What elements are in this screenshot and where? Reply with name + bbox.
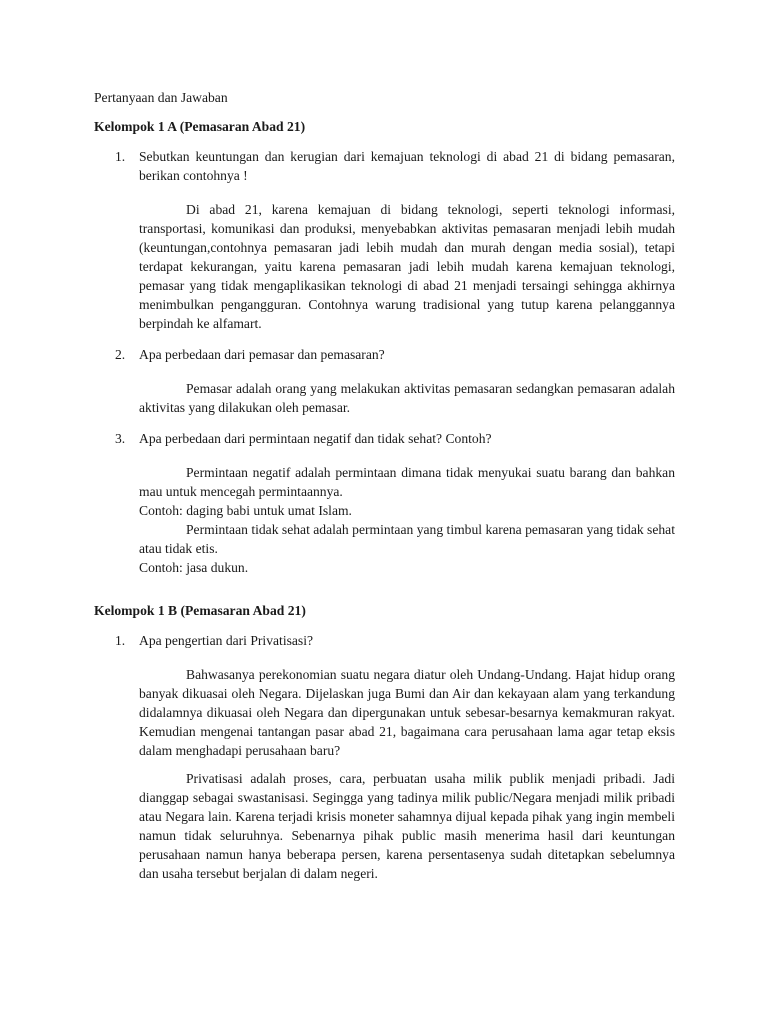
- question-item: [94, 631, 675, 883]
- answer-paragraph: Di abad 21, karena kemajuan di bidang teknologi, seperti teknologi informasi, transportasi, komunikasi dan produksi, menyebabkan aktivitas pemasaran menjadi lebih mudah (keuntungan,contohnya pemasaran jadi lebih mudah dan murah dengan media sosial), tetapi terdapat kekurangan, yaitu karena pemasaran jadi lebih mudah karena kemajuan teknologi, pemasar yang tidak mengaplikasikan teknologi di abad 21 menjadi tersaingi sehingga akhirnya menimbulkan pengangguran. Contohnya warung tradisional yang tutup karena pelanggannya berpindah ke alfamart.: [139, 202, 675, 331]
- question-text: Apa perbedaan dari pemasar dan pemasaran?: [139, 347, 385, 362]
- question-list-1a: [94, 147, 675, 577]
- question-number: 3.: [115, 431, 126, 446]
- document-title: Pertanyaan dan Jawaban: [94, 90, 228, 105]
- question-item: [94, 429, 675, 577]
- answer-paragraph: Permintaan negatif adalah permintaan dimana tidak menyukai suatu barang dan bahkan mau untuk mencegah permintaannya.: [139, 465, 675, 499]
- question-text: Apa pengertian dari Privatisasi?: [139, 633, 314, 648]
- answer-paragraph: Pemasar adalah orang yang melakukan aktivitas pemasaran sedangkan pemasaran adalah aktivitas yang dilakukan oleh pemasar.: [139, 381, 675, 415]
- question-number: 2.: [115, 347, 126, 362]
- question-text: Sebutkan keuntungan dan kerugian dari kemajuan teknologi di abad 21 di bidang pemasaran, berikan contohnya !: [139, 149, 675, 183]
- question-number: 1.: [115, 633, 126, 648]
- question-number: 1.: [115, 149, 126, 164]
- example-line: Contoh: jasa dukun.: [139, 560, 249, 575]
- answer-block: [139, 665, 675, 883]
- group-heading-1b: Kelompok 1 B (Pemasaran Abad 21): [94, 603, 306, 618]
- answer-paragraph: Bahwasanya perekonomian suatu negara diatur oleh Undang-Undang. Hajat hidup orang banyak dikuasai oleh Negara. Dijelaskan juga Bumi dan Air dan kekayaan alam yang terkandung didalamnya dikuasai oleh Negara dan dipergunakan untuk sebesar-besarnya kemakmuran rakyat. Kemudian mengenai tantangan pasar abad 21, bagaimana cara perusahaan lama agar tetap eksis dalam menghadapi perusahaan baru?: [139, 667, 675, 758]
- document-page: [94, 88, 675, 895]
- answer-paragraph: Permintaan tidak sehat adalah permintaan yang timbul karena pemasaran yang tidak sehat atau tidak etis.: [139, 522, 675, 556]
- answer-block: [139, 200, 675, 333]
- question-list-1b: [94, 631, 675, 883]
- question-item: [94, 345, 675, 417]
- answer-block: [139, 463, 675, 577]
- answer-paragraph: Privatisasi adalah proses, cara, perbuatan usaha milik publik menjadi pribadi. Jadi dianggap sebagai swastanisasi. Segingga yang tadinya milik public/Negara menjadi milik pribadi atau Negara lain. Karena terjadi krisis moneter sahamnya dijual kepada pihak yang ingin membeli namun tidak seluruhnya. Sebenarnya pihak public masih menerima hasil dari keuntungan perusahaan namun hanya beberapa persen, karena persentasenya sudah ditetapkan sebelumnya dan usaha tersebut berjalan di dalam negeri.: [139, 771, 675, 881]
- answer-block: [139, 379, 675, 417]
- question-text: Apa perbedaan dari permintaan negatif dan tidak sehat? Contoh?: [139, 431, 492, 446]
- example-line: Contoh: daging babi untuk umat Islam.: [139, 503, 352, 518]
- question-item: [94, 147, 675, 333]
- group-heading-1a: Kelompok 1 A (Pemasaran Abad 21): [94, 119, 306, 134]
